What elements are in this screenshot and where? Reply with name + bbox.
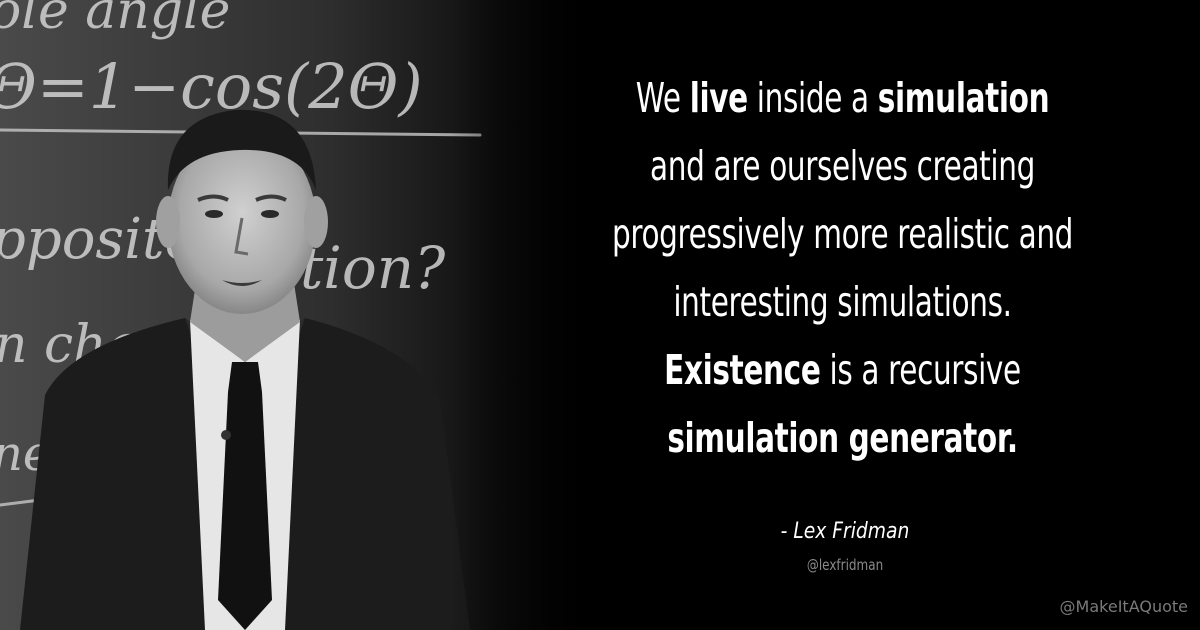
quote-emphasis: simulation generator. (667, 414, 1018, 462)
quote-segment: inside a (747, 74, 878, 122)
quote-line (600, 336, 1086, 404)
author-handle: @lexfridman (806, 556, 884, 574)
quote-emphasis: simulation (877, 74, 1050, 122)
quote-line (600, 404, 1086, 472)
quote-segment: We (635, 74, 690, 122)
quote-segment: progressively more realistic and (611, 210, 1074, 258)
quote-segment: and are ourselves creating (650, 142, 1035, 190)
quote-emphasis: Existence (664, 346, 821, 394)
quote-segment: interesting simulations. (673, 278, 1012, 326)
quote-line (600, 268, 1086, 336)
quote-segment: is a recursive (820, 346, 1021, 394)
quote-line (600, 64, 1086, 132)
quote-text (505, 64, 1180, 472)
quote-line (600, 200, 1086, 268)
quote-author: - Lex Fridman (780, 519, 910, 544)
quote-line (600, 132, 1086, 200)
quote-emphasis: live (689, 74, 748, 122)
watermark: @MakeItAQuote (1059, 597, 1188, 616)
